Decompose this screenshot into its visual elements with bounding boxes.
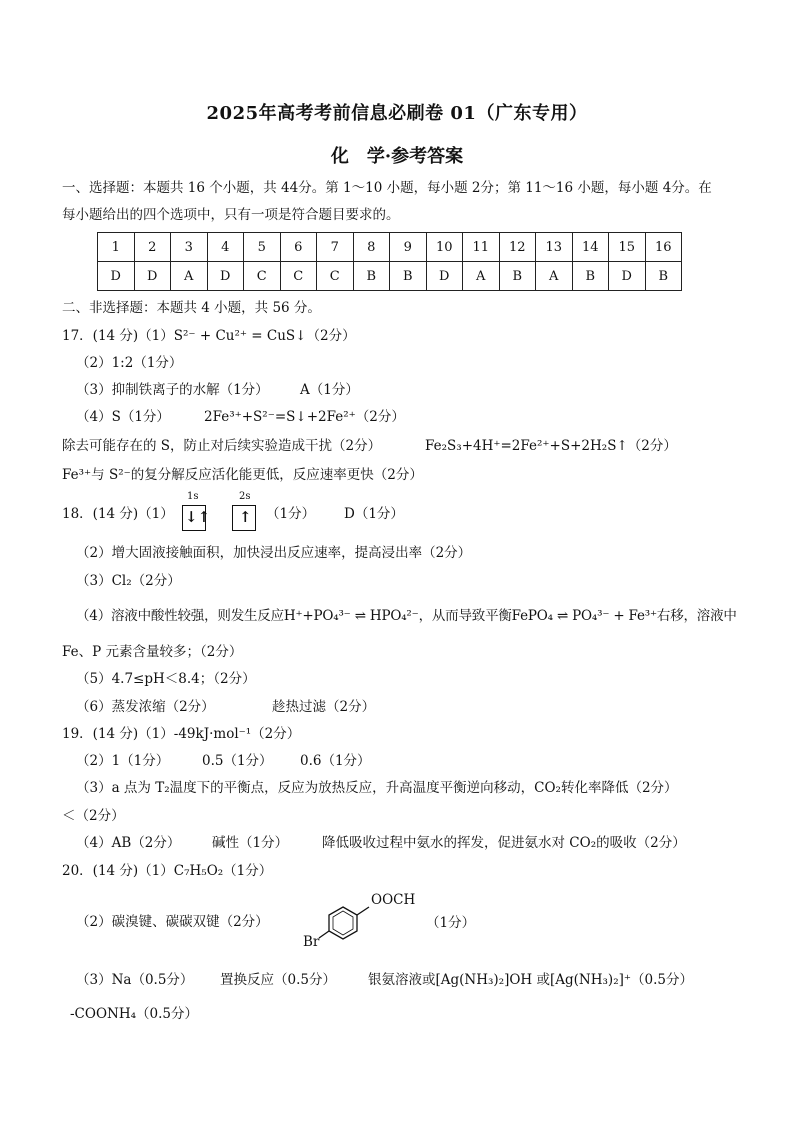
answer-number-cell: 15 bbox=[609, 233, 646, 262]
bromophenyl-formate-structure bbox=[303, 892, 416, 956]
answer-number-cell: 2 bbox=[134, 233, 171, 262]
q18-line3: （3）Cl₂（2分） bbox=[76, 573, 181, 589]
answer-letter-cell: B bbox=[499, 262, 536, 291]
q19-line1: 19．(14 分)（1）-49kJ·mol⁻¹（2分） bbox=[62, 726, 301, 742]
q19-line5a: （4）AB（2分） bbox=[76, 835, 181, 851]
answer-number-cell: 6 bbox=[280, 233, 317, 262]
q19-line5b: 碱性（1分） bbox=[212, 835, 289, 851]
q20-line1: 20．(14 分)（1）C₇H₅O₂（1分） bbox=[62, 863, 273, 879]
page-title: 2025年高考考前信息必刷卷 01（广东专用） bbox=[206, 103, 588, 124]
answer-letter-cell: C bbox=[317, 262, 354, 291]
answer-letter-cell: A bbox=[463, 262, 500, 291]
q17-line2: （2）1:2（1分） bbox=[76, 355, 183, 371]
q18-line2: （2）增大固液接触面积，加快浸出反应速率，提高浸出率（2分） bbox=[76, 545, 472, 561]
orbital-2s-label: 2s bbox=[239, 491, 251, 502]
q17-line3b: A（1分） bbox=[300, 382, 359, 398]
q19-line2a: （2）1（1分） bbox=[76, 753, 170, 769]
q18-line5: Fe、P 元素含量较多；（2分） bbox=[62, 644, 243, 660]
orbital-1s-box bbox=[182, 505, 211, 531]
answer-number-cell: 5 bbox=[244, 233, 281, 262]
q18-line1-mark1: （1分） bbox=[266, 506, 316, 522]
q18-line6: （5）4.7≤pH＜8.4；（2分） bbox=[76, 671, 256, 687]
answer-number-cell: 11 bbox=[463, 233, 500, 262]
answer-number-cell: 9 bbox=[390, 233, 427, 262]
answer-number-cell: 3 bbox=[171, 233, 208, 262]
answer-number-cell: 16 bbox=[645, 233, 682, 262]
answer-letter-cell: C bbox=[280, 262, 317, 291]
q19-line3: （3）a 点为 T₂温度下的平衡点，反应为放热反应，升高温度平衡逆向移动，CO₂转化率降低（2分） bbox=[76, 780, 678, 796]
orbital-2s-box bbox=[232, 505, 256, 531]
section1-instructions-line2: 每小题给出的四个选项中，只有一项是符合题目要求的。 bbox=[62, 207, 400, 223]
orbital-2s-arrows: ↑ bbox=[239, 508, 252, 526]
answer-letter-cell: B bbox=[572, 262, 609, 291]
answer-table-answer-row bbox=[98, 262, 682, 291]
answer-letter-cell: A bbox=[536, 262, 573, 291]
page-subtitle: 化 学·参考答案 bbox=[330, 146, 464, 167]
orbital-1s-arrows: ↓↑ bbox=[185, 508, 211, 526]
q18-line7b: 趁热过滤（2分） bbox=[272, 699, 376, 715]
q18-line1-prefix: 18．(14 分)（1） bbox=[62, 506, 174, 522]
answer-letter-cell: B bbox=[353, 262, 390, 291]
q17-line5a: 除去可能存在的 S，防止对后续实验造成干扰（2分） bbox=[62, 438, 382, 454]
answer-letter-cell: D bbox=[134, 262, 171, 291]
q19-line4: ＜（2分） bbox=[62, 808, 125, 824]
answer-number-cell: 7 bbox=[317, 233, 354, 262]
section1-instructions-line1: 一、选择题：本题共 16 个小题，共 44分。第 1～10 小题，每小题 2分；第 11～16 小题，每小题 4分。在 bbox=[62, 180, 712, 196]
q20-line2: （2）碳溴键、碳碳双键（2分） bbox=[76, 914, 269, 930]
answer-letter-cell: D bbox=[426, 262, 463, 291]
section2-heading: 二、非选择题：本题共 4 小题，共 56 分。 bbox=[62, 300, 321, 316]
answer-table bbox=[97, 232, 682, 291]
answer-number-cell: 4 bbox=[207, 233, 244, 262]
answer-letter-cell: D bbox=[609, 262, 646, 291]
answer-number-cell: 14 bbox=[572, 233, 609, 262]
answer-letter-cell: B bbox=[645, 262, 682, 291]
q18-line1-mark2: D（1分） bbox=[344, 506, 404, 522]
answer-number-cell: 12 bbox=[499, 233, 536, 262]
answer-number-cell: 10 bbox=[426, 233, 463, 262]
q18-line7a: （6）蒸发浓缩（2分） bbox=[76, 699, 215, 715]
q20-structure-mark: （1分） bbox=[426, 915, 476, 931]
q19-line5c: 降低吸收过程中氨水的挥发，促进氨水对 CO₂的吸收（2分） bbox=[322, 835, 686, 851]
q17-line6: Fe³⁺与 S²⁻的复分解反应活化能更低，反应速率更快（2分） bbox=[62, 467, 423, 483]
structure-br-label: Br bbox=[303, 934, 320, 950]
answer-letter-cell: A bbox=[171, 262, 208, 291]
q19-line2c: 0.6（1分） bbox=[300, 753, 371, 769]
answer-letter-cell: C bbox=[244, 262, 281, 291]
q17-line1: 17．(14 分)（1）S²⁻ + Cu²⁺ = CuS↓（2分） bbox=[62, 328, 356, 344]
orbital-1s-label: 1s bbox=[187, 491, 199, 502]
q18-line4: （4）溶液中酸性较强，则发生反应H⁺+PO₄³⁻ ⇌ HPO₄²⁻，从而导致平衡FePO₄ ⇌ PO₄³⁻ + Fe³⁺右移，溶液中 bbox=[76, 608, 737, 624]
answer-number-cell: 1 bbox=[98, 233, 135, 262]
answer-letter-cell: B bbox=[390, 262, 427, 291]
answer-letter-cell: D bbox=[207, 262, 244, 291]
q17-line3a: （3）抑制铁离子的水解（1分） bbox=[76, 382, 269, 398]
q20-line3a: （3）Na（0.5分） bbox=[76, 972, 194, 988]
structure-ooch-label: OOCH bbox=[371, 892, 416, 908]
q20-line4: -COONH₄（0.5分） bbox=[70, 1006, 198, 1022]
answer-number-cell: 8 bbox=[353, 233, 390, 262]
q20-line3c: 银氨溶液或[Ag(NH₃)₂]OH 或[Ag(NH₃)₂]⁺（0.5分） bbox=[368, 972, 693, 988]
q17-line4a: （4）S（1分） bbox=[76, 409, 170, 425]
q17-line5b: Fe₂S₃+4H⁺=2Fe²⁺+S+2H₂S↑（2分） bbox=[425, 438, 677, 454]
q19-line2b: 0.5（1分） bbox=[202, 753, 273, 769]
q17-line4b: 2Fe³⁺+S²⁻=S↓+2Fe²⁺（2分） bbox=[204, 409, 405, 425]
answer-letter-cell: D bbox=[98, 262, 135, 291]
answer-number-cell: 13 bbox=[536, 233, 573, 262]
answer-table-number-row bbox=[98, 233, 682, 262]
q20-line3b: 置换反应（0.5分） bbox=[220, 972, 336, 988]
